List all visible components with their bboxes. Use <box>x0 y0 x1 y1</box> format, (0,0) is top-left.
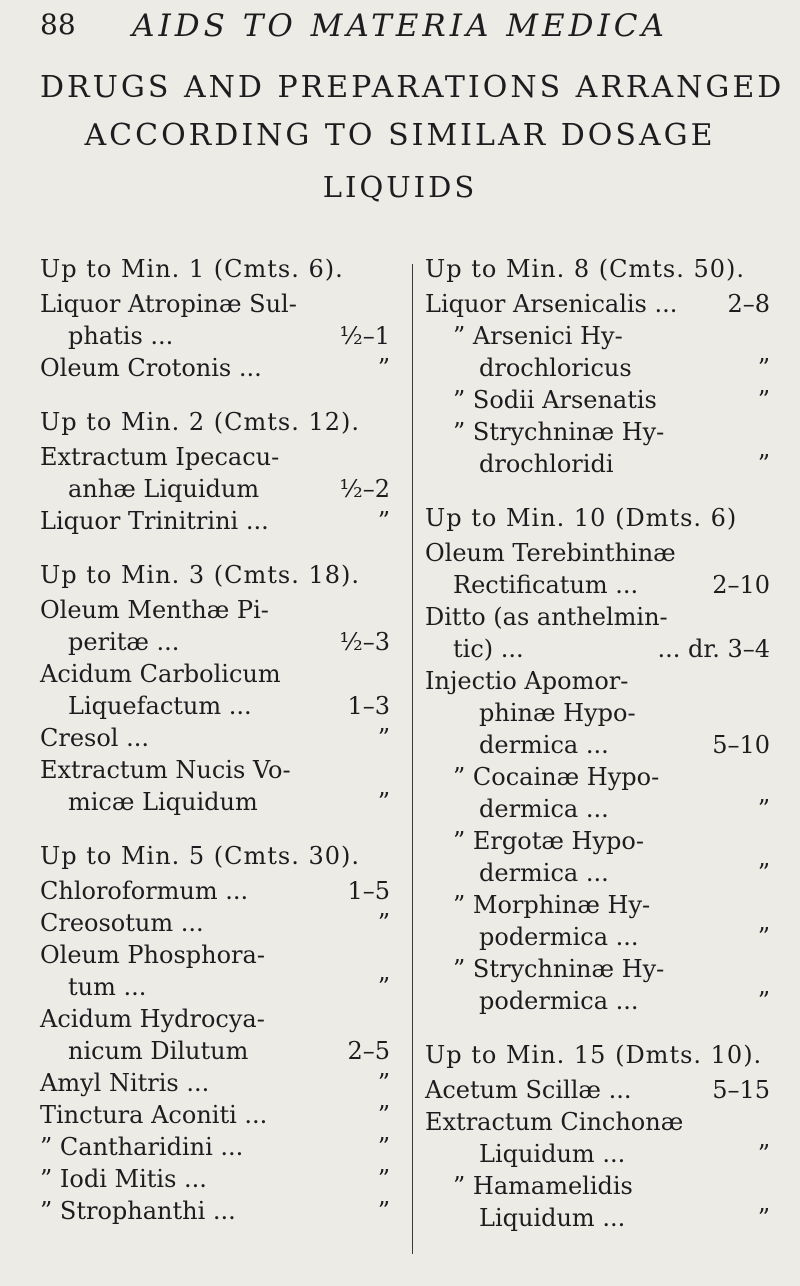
entry-dose: ” <box>377 354 390 382</box>
entry-dose: ” <box>377 724 390 752</box>
entry-dose: ½–3 <box>339 628 390 656</box>
section-subtitle: LIQUIDS <box>322 170 478 204</box>
entry-dose: ” <box>757 987 770 1015</box>
entry-row <box>425 857 770 889</box>
entry-dose: 5–15 <box>712 1076 770 1104</box>
entry-name: ” Ergotæ Hypo- <box>453 827 644 855</box>
entry-dose: ” <box>377 788 390 816</box>
entry-name: Liquor Trinitrini ... <box>40 507 269 535</box>
entry-row <box>425 1138 770 1170</box>
entry-row <box>40 1035 390 1067</box>
page-title-line-2: ACCORDING TO SIMILAR DOSAGE <box>84 118 716 153</box>
entry-name: drochloridi <box>479 450 614 478</box>
entry-row <box>40 875 390 907</box>
entry-name: dermica ... <box>479 859 609 887</box>
entry-name: tum ... <box>68 973 147 1001</box>
entry-dose: ” <box>757 450 770 478</box>
dosage-group <box>40 561 390 818</box>
entry-row <box>425 448 770 480</box>
entry-name: Liquidum ... <box>479 1140 626 1168</box>
entry-name: phinæ Hypo- <box>479 699 636 727</box>
entry-row <box>40 690 390 722</box>
entry-dose: ” <box>377 973 390 1001</box>
dosage-group <box>40 842 390 1227</box>
entry-row <box>40 473 390 505</box>
entry-name: Liquor Atropinæ Sul- <box>40 290 297 318</box>
entry-row <box>425 793 770 825</box>
entry-name: Oleum Menthæ Pi- <box>40 596 269 624</box>
entry-name: Oleum Crotonis ... <box>40 354 262 382</box>
entry-name: nicum Dilutum <box>68 1037 249 1065</box>
entry-name: dermica ... <box>479 795 609 823</box>
entry-dose: ” <box>757 1204 770 1232</box>
entry-name: peritæ ... <box>68 628 180 656</box>
entry-dose: ” <box>757 1140 770 1168</box>
entry-name: Ditto (as anthelmin- <box>425 603 668 631</box>
right-column <box>425 255 770 1258</box>
entry-dose: ” <box>377 909 390 937</box>
entry-row <box>425 352 770 384</box>
entry-dose: ” <box>377 1133 390 1161</box>
dosage-heading: Up to Min. 1 (Cmts. 6). <box>40 255 344 283</box>
dosage-group <box>40 408 390 537</box>
entry-row <box>425 384 770 416</box>
entry-name: ” Morphinæ Hy- <box>453 891 651 919</box>
entry-name: dermica ... <box>479 731 609 759</box>
entry-dose: ” <box>757 386 770 414</box>
entry-name: ” Sodii Arsenatis <box>453 386 657 414</box>
entry-name: Tinctura Aconiti ... <box>40 1101 268 1129</box>
entry-name: ” Arsenici Hy- <box>453 322 623 350</box>
dosage-heading: Up to Min. 10 (Dmts. 6) <box>425 504 738 532</box>
entry-row <box>425 633 770 665</box>
entry-name: Liquefactum ... <box>68 692 252 720</box>
entry-dose: ” <box>377 1197 390 1225</box>
entry-name: ” Iodi Mitis ... <box>40 1165 207 1193</box>
entry-row <box>40 626 390 658</box>
entry-dose: ... dr. 3–4 <box>657 635 770 663</box>
entry-row <box>425 921 770 953</box>
dosage-group <box>425 504 770 1017</box>
entry-name: Cresol ... <box>40 724 149 752</box>
entry-row <box>40 1131 390 1163</box>
entry-name: ” Strophanthi ... <box>40 1197 236 1225</box>
entry-name: podermica ... <box>479 923 639 951</box>
entry-dose: 2–10 <box>712 571 770 599</box>
dosage-heading: Up to Min. 8 (Cmts. 50). <box>425 255 746 283</box>
entry-name: Acetum Scillæ ... <box>425 1076 632 1104</box>
entry-row <box>425 985 770 1017</box>
entry-name: micæ Liquidum <box>68 788 258 816</box>
entry-name: Oleum Terebinthinæ <box>425 539 676 567</box>
entry-name: Extractum Ipecacu- <box>40 443 280 471</box>
entry-name: Acidum Hydrocya- <box>40 1005 265 1033</box>
entry-row <box>40 786 390 818</box>
entry-name: Oleum Phosphora- <box>40 941 265 969</box>
entry-dose: ” <box>757 859 770 887</box>
entry-row <box>425 1074 770 1106</box>
dosage-group <box>40 255 390 384</box>
entry-dose: ” <box>377 1165 390 1193</box>
running-head <box>40 8 760 52</box>
running-title: AIDS TO MATERIA MEDICA <box>132 8 668 44</box>
entry-dose: ” <box>757 795 770 823</box>
entry-name: Rectificatum ... <box>453 571 639 599</box>
entry-name: ” Strychninæ Hy- <box>453 955 665 983</box>
entry-name: Liquor Arsenicalis ... <box>425 290 678 318</box>
entry-name: anhæ Liquidum <box>68 475 260 503</box>
column-divider <box>412 264 413 1254</box>
entry-row <box>425 1202 770 1234</box>
entry-row <box>425 729 770 761</box>
entry-name: Creosotum ... <box>40 909 204 937</box>
entry-row <box>40 1067 390 1099</box>
entry-name: phatis ... <box>68 322 174 350</box>
entry-name: Liquidum ... <box>479 1204 626 1232</box>
entry-dose: ” <box>377 1069 390 1097</box>
entry-row <box>40 971 390 1003</box>
entry-name: tic) ... <box>453 635 524 663</box>
entry-name: Acidum Carbolicum <box>40 660 281 688</box>
dosage-group <box>425 255 770 480</box>
entry-name: Chloroformum ... <box>40 877 249 905</box>
entry-row <box>40 1163 390 1195</box>
dosage-heading: Up to Min. 2 (Cmts. 12). <box>40 408 361 436</box>
entry-dose: ” <box>757 923 770 951</box>
dosage-heading: Up to Min. 5 (Cmts. 30). <box>40 842 361 870</box>
entry-name: ” Cocainæ Hypo- <box>453 763 660 791</box>
entry-name: drochloricus <box>479 354 632 382</box>
entry-dose: 5–10 <box>712 731 770 759</box>
entry-dose: ” <box>757 354 770 382</box>
dosage-heading: Up to Min. 3 (Cmts. 18). <box>40 561 361 589</box>
dosage-heading: Up to Min. 15 (Dmts. 10). <box>425 1041 763 1069</box>
entry-name: ” Strychninæ Hy- <box>453 418 665 446</box>
entry-row <box>40 320 390 352</box>
entry-dose: ½–1 <box>339 322 390 350</box>
entry-dose: ” <box>377 1101 390 1129</box>
entry-row <box>40 505 390 537</box>
entry-dose: 1–3 <box>347 692 390 720</box>
left-column <box>40 255 390 1251</box>
entry-name: ” Hamamelidis <box>453 1172 633 1200</box>
entry-row <box>425 569 770 601</box>
entry-row <box>425 288 770 320</box>
entry-row <box>40 1099 390 1131</box>
entry-row <box>40 907 390 939</box>
entry-dose: ” <box>377 507 390 535</box>
entry-name: Extractum Nucis Vo- <box>40 756 291 784</box>
entry-row <box>40 352 390 384</box>
entry-dose: ½–2 <box>339 475 390 503</box>
entry-name: Injectio Apomor- <box>425 667 629 695</box>
entry-name: Extractum Cinchonæ <box>425 1108 684 1136</box>
entry-dose: 1–5 <box>347 877 390 905</box>
dosage-group <box>425 1041 770 1234</box>
entry-name: podermica ... <box>479 987 639 1015</box>
entry-name: Amyl Nitris ... <box>40 1069 210 1097</box>
entry-name: ” Cantharidini ... <box>40 1133 244 1161</box>
page-title-line-1: DRUGS AND PREPARATIONS ARRANGED <box>40 70 785 105</box>
entry-row <box>40 722 390 754</box>
entry-row <box>40 1195 390 1227</box>
page-number: 88 <box>40 8 76 41</box>
entry-dose: 2–8 <box>727 290 770 318</box>
entry-dose: 2–5 <box>347 1037 390 1065</box>
